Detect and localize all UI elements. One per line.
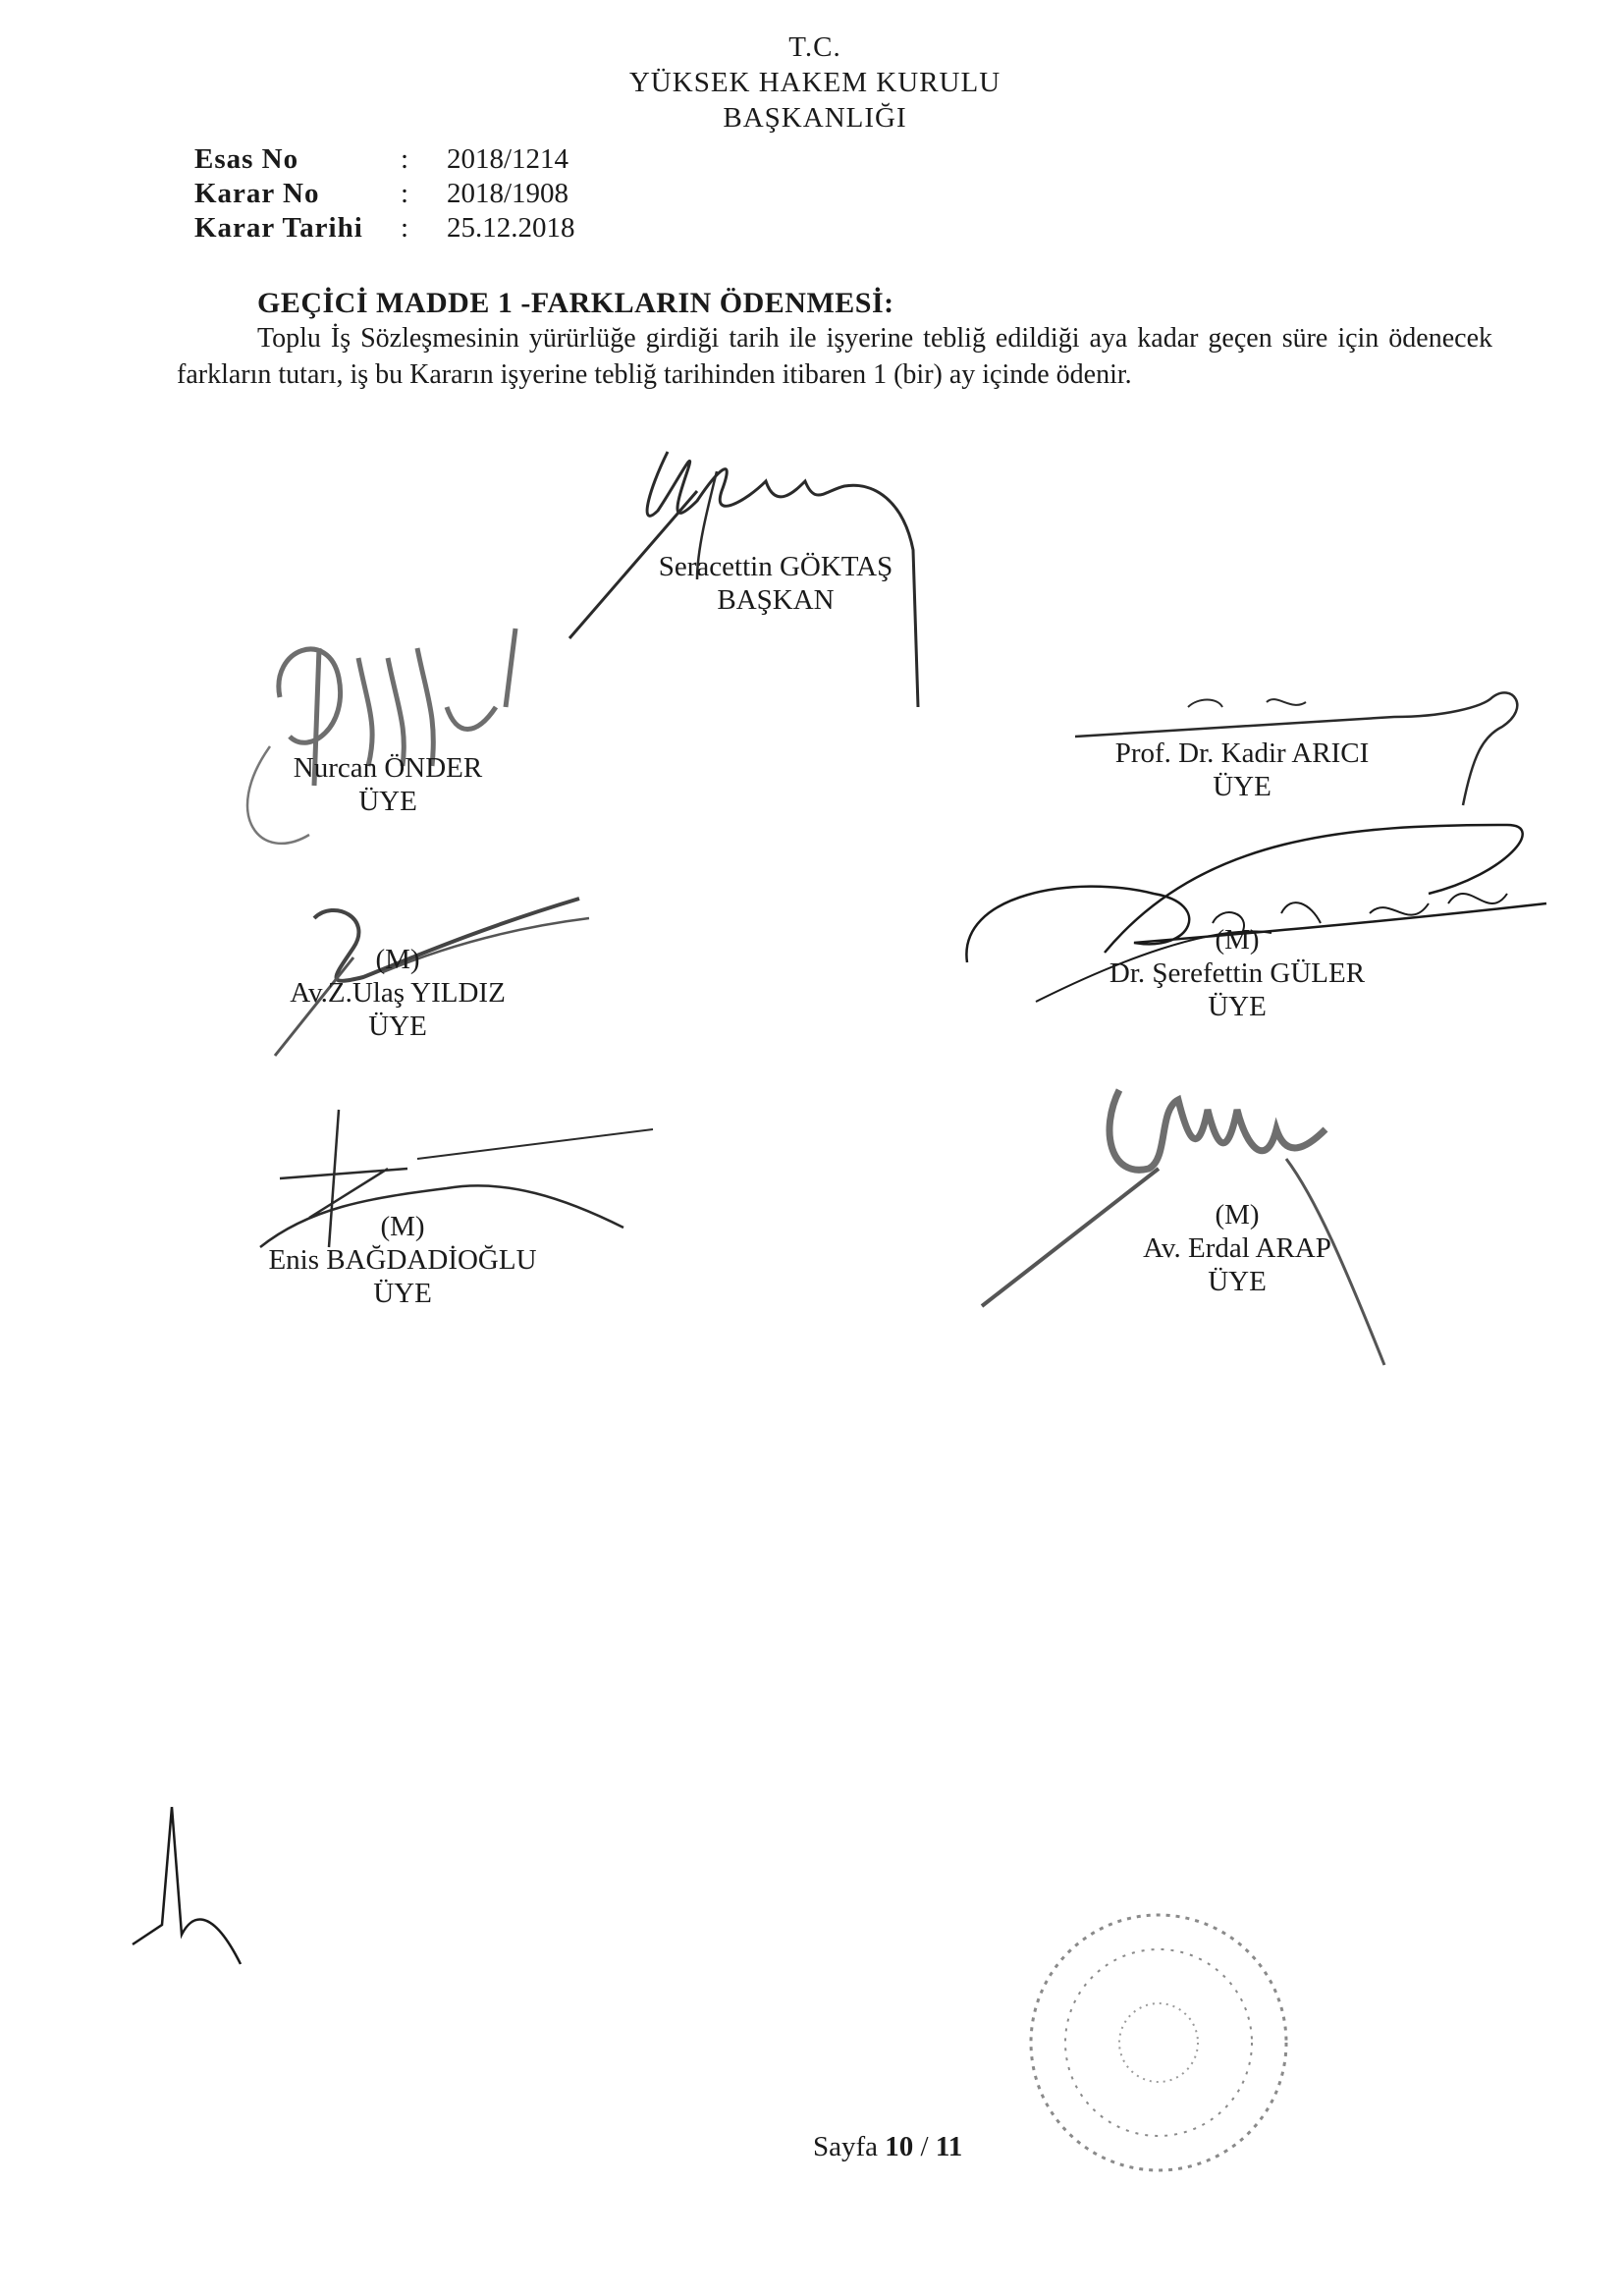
meta-label: Karar No — [194, 178, 320, 209]
page-number: 10 — [885, 2131, 914, 2162]
signatory-role: ÜYE — [368, 1011, 427, 1042]
signatory-role: ÜYE — [1213, 771, 1271, 802]
header-line-office: BAŞKANLIĞI — [723, 102, 907, 134]
signatory-role: ÜYE — [1208, 991, 1267, 1022]
signatory-name: Seracettin GÖKTAŞ — [658, 551, 893, 582]
signatory-kadir — [1075, 737, 1409, 803]
meta-label: Karar Tarihi — [194, 212, 363, 244]
signatory-role: ÜYE — [1208, 1266, 1267, 1297]
page-total: 11 — [935, 2131, 963, 2162]
meta-separator: : — [401, 178, 409, 209]
page-separator: / — [920, 2131, 929, 2162]
document-header — [550, 29, 1080, 136]
meta-label: Esas No — [194, 143, 299, 175]
signatory-mark: (M) — [380, 1211, 425, 1242]
meta-value: 25.12.2018 — [447, 212, 575, 244]
official-stamp — [1011, 1895, 1306, 2190]
signatory-serefettin — [1070, 923, 1404, 1023]
article-heading: GEÇİCİ MADDE 1 -FARKLARIN ÖDENMESİ: — [257, 287, 894, 319]
signatory-role: ÜYE — [373, 1278, 432, 1309]
signatory-chair — [589, 550, 962, 617]
signatory-ulas — [250, 943, 545, 1043]
signatory-nurcan — [245, 751, 530, 818]
signatory-name: Dr. Şerefettin GÜLER — [1109, 957, 1366, 989]
page-label: Sayfa — [813, 2131, 879, 2162]
page-footer — [813, 2131, 962, 2163]
header-line-institution: YÜKSEK HAKEM KURULU — [628, 67, 1001, 98]
signatory-name: Av. Erdal ARAP — [1143, 1232, 1331, 1264]
signatory-name: Nurcan ÖNDER — [293, 752, 483, 784]
signatory-name: Av.Z.Ulaş YILDIZ — [290, 977, 506, 1009]
signatory-role: ÜYE — [358, 786, 417, 817]
meta-value: 2018/1214 — [447, 143, 569, 175]
meta-row-karar — [194, 177, 685, 210]
meta-separator: : — [401, 143, 409, 175]
signatory-mark: (M) — [1215, 924, 1260, 956]
case-meta — [194, 142, 685, 250]
meta-separator: : — [401, 212, 409, 244]
meta-row-esas — [194, 142, 685, 176]
signatory-enis — [250, 1210, 555, 1310]
margin-initials — [113, 1797, 250, 1974]
signatory-mark: (M) — [1215, 1199, 1260, 1230]
signatory-role: BAŞKAN — [717, 584, 835, 616]
article-body: Toplu İş Sözleşmesinin yürürlüğe girdiği tarih ile işyerine tebliğ edildiği aya kadar geçen süre için ödenecek farkların tutarı, iş bu Kararın işyerine tebliğ tarihinden itibaren 1 (bir) ay içinde ödenir. — [177, 323, 1492, 390]
signatory-name: Enis BAĞDADİOĞLU — [268, 1244, 537, 1276]
signatory-name: Prof. Dr. Kadir ARICI — [1114, 738, 1370, 769]
signatory-mark: (M) — [375, 944, 420, 975]
meta-row-tarih — [194, 211, 685, 245]
header-line-tc: T.C. — [788, 31, 841, 63]
meta-value: 2018/1908 — [447, 178, 569, 209]
signatory-erdal — [1090, 1198, 1384, 1298]
